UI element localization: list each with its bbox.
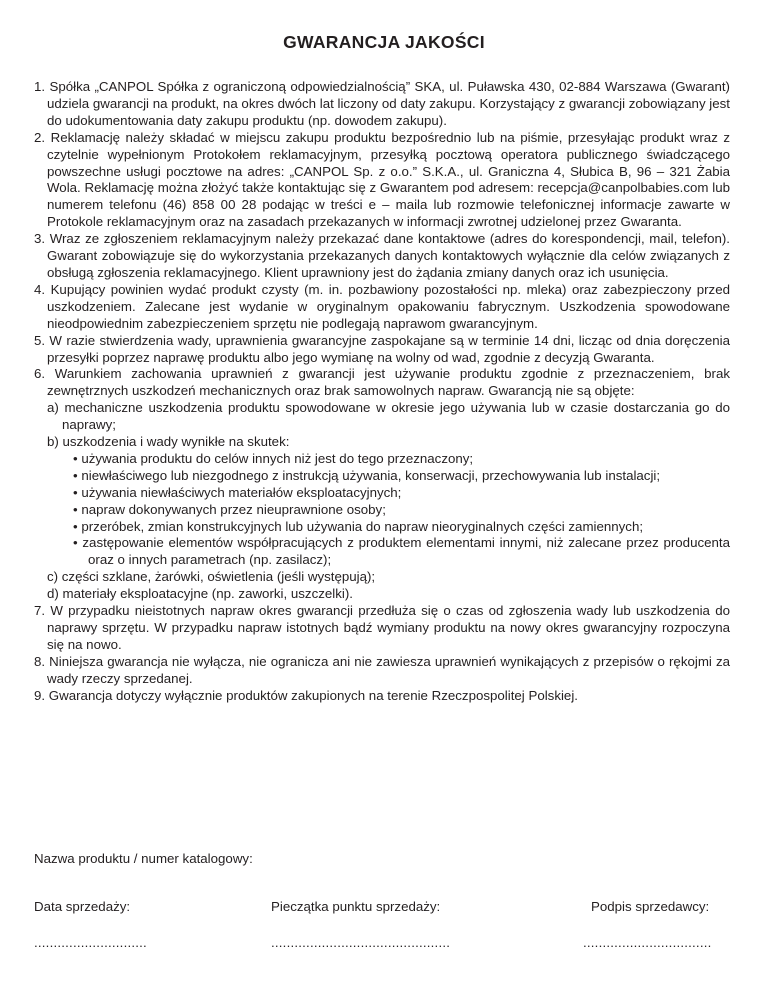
- clause-3: 3. Wraz ze zgłoszeniem reklamacyjnym należy przekazać dane kontaktowe (adres do korespondencji, mail, telefon). Gwarant zobowiązuje się do wykorzystania przekazanych danych kontaktowych wyłącznie dla celów związanych z obsługą zgłoszenia reklamacyjnego. Klient uprawniony jest do żądania zmiany danych oraz ich usunięcia.: [34, 231, 730, 280]
- clause-6a: a) mechaniczne uszkodzenia produktu spowodowane w okresie jego używania lub w czasie dostarczania go do naprawy;: [47, 400, 730, 433]
- signature-label: Podpis sprzedawcy:: [591, 899, 710, 914]
- clause-4: 4. Kupujący powinien wydać produkt czysty (m. in. pozbawiony pozostałości np. mleka) oraz zabezpieczony przed uszkodzeniem. Zalecane jest wydanie w oryginalnym opakowaniu fabrycznym. Uszkodzenia spowodowane nieodpowiednim zabezpieczeniem sprzętu nie podlegają naprawom gwarancyjnym.: [34, 281, 730, 331]
- product-name-label: Nazwa produktu / numer katalogowy:: [34, 851, 253, 866]
- clause-6b-bullet: • zastępowanie elementów współpracujących z produktem elementami innymi, niż zalecane przez producenta oraz o innych parametrach (np. zasilacz);: [73, 535, 730, 568]
- stamp-line: ..............................................: [271, 935, 451, 950]
- stamp-label: Pieczątka punktu sprzedaży:: [271, 899, 441, 914]
- clause-9: 9. Gwarancja dotyczy wyłącznie produktów zakupionych na terenie Rzeczpospolitej Polskiej.: [34, 687, 578, 703]
- clause-2: 2. Reklamację należy składać w miejscu zakupu produktu bezpośrednio lub na piśmie, przesyłając produkt wraz z czytelnie wypełnionym Protokołem reklamacyjnym, przesyłką pocztową operatora publicznego świadczącego powszechne usługi pocztowe na adres: „CANPOL Sp. z o.o.” S.K.A., ul. Graniczna 4, Słubica B, 96 – 321 Żabia Wola. Reklamację można złożyć także kontaktując się z Gwarantem pod adresem: recepcja@canpolbabies.com lub numerem telefonu (46) 858 00 28 podając w treści e – maila lub rozmowie telefonicznej informacje zawarte w Protokole reklamacyjnym oraz na zasadach przekazanych w informacji zwrotnej udzielonej przez Gwaranta.: [34, 129, 730, 230]
- clause-6b-bullet: • napraw dokonywanych przez nieuprawnione osoby;: [73, 501, 386, 517]
- sale-date-line: .............................: [34, 935, 147, 950]
- clause-1: 1. Spółka „CANPOL Spółka z ograniczoną odpowiedzialnością” SKA, ul. Puławska 430, 02-884 Warszawa (Gwarant) udziela gwarancji na produkt, na okres dwóch lat liczony od daty zakupu. Korzystający z gwarancji zobowiązany jest do udokumentowania daty zakupu produktu (np. dowodem zakupu).: [34, 79, 730, 128]
- clause-6: 6. Warunkiem zachowania uprawnień z gwarancji jest używanie produktu zgodnie z przeznaczeniem, brak zewnętrznych uszkodzeń mechanicznych oraz brak samowolnych napraw. Gwarancją nie są objęte:: [34, 366, 730, 399]
- clause-6b-bullet: • używania niewłaściwych materiałów eksploatacyjnych;: [73, 484, 402, 500]
- clause-6b-bullet: • niewłaściwego lub niezgodnego z instrukcją używania, konserwacji, przechowywania lub instalacji;: [73, 467, 661, 483]
- warranty-terms: [34, 79, 730, 705]
- page-title: GWARANCJA JAKOŚCI: [283, 32, 485, 52]
- signature-line: .................................: [583, 935, 712, 950]
- clause-7: 7. W przypadku nieistotnych napraw okres gwarancji przedłuża się o czas od zgłoszenia wady lub uszkodzenia do naprawy sprzętu. W przypadku napraw istotnych bądź wymiany produktu na nowy okres gwarancyjny rozpoczyna się na nowo.: [34, 603, 730, 652]
- clause-6b-bullet: • przeróbek, zmian konstrukcyjnych lub używania do napraw nieoryginalnych części zamiennych;: [73, 518, 644, 534]
- clause-8: 8. Niniejsza gwarancja nie wyłącza, nie ogranicza ani nie zawiesza uprawnień wynikających z przepisów o rękojmi za wady rzeczy sprzedanej.: [34, 653, 730, 686]
- clause-6d: d) materiały eksploatacyjne (np. zaworki, uszczelki).: [47, 586, 353, 602]
- clause-6b-bullet: • używania produktu do celów innych niż jest do tego przeznaczony;: [73, 450, 474, 466]
- clause-5: 5. W razie stwierdzenia wady, uprawnienia gwarancyjne zaspokajane są w terminie 14 dni, licząc od dnia doręczenia przesyłki poprzez naprawę produktu albo jego wymianę na wolny od wad, zgodnie z decyzją Gwaranta.: [34, 332, 730, 365]
- clause-6c: c) części szklane, żarówki, oświetlenia (jeśli występują);: [47, 569, 376, 585]
- sale-date-label: Data sprzedaży:: [34, 899, 131, 914]
- clause-6b: b) uszkodzenia i wady wynikłe na skutek:: [47, 434, 290, 450]
